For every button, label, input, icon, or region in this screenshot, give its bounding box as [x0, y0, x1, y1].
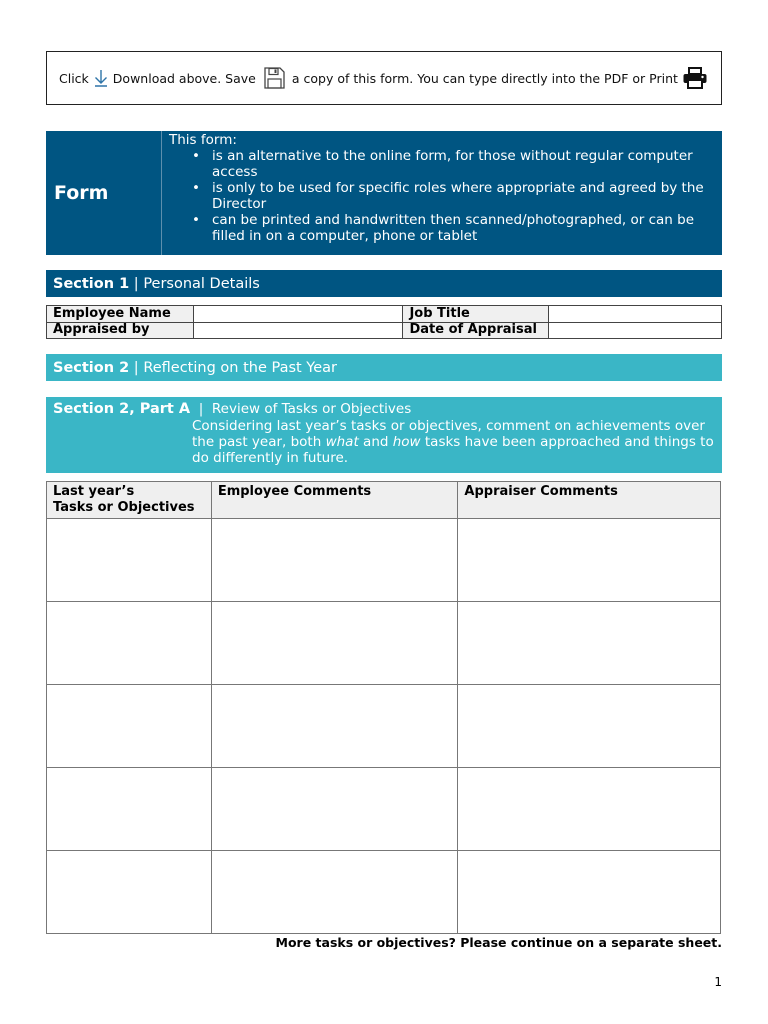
table-row [47, 851, 721, 934]
task-cell[interactable] [47, 685, 212, 768]
section-2-header [46, 354, 722, 381]
date-of-appraisal-label: Date of Appraisal [403, 322, 549, 339]
part-a-desc-text: tasks have been approached and things to do differently in future. [192, 434, 714, 466]
appraiser-comment-cell[interactable] [458, 519, 721, 602]
table-row [47, 519, 721, 602]
form-description [162, 131, 722, 255]
instructions-text-2: Download above. Save [112, 70, 256, 86]
appraiser-comment-cell[interactable] [458, 602, 721, 685]
save-icon [262, 66, 286, 90]
part-a-desc-emphasis: what [325, 434, 359, 450]
print-icon [682, 67, 708, 89]
form-bullets [169, 148, 716, 244]
form-bullet: • is only to be used for specific roles where appropriate and agreed by the Director [212, 180, 716, 212]
continuation-note: More tasks or objectives? Please continue on a separate sheet. [275, 935, 722, 950]
job-title-field[interactable] [549, 306, 722, 323]
section-divider: | [129, 275, 144, 292]
employee-comment-cell[interactable] [211, 768, 458, 851]
section-1-title: Personal Details [143, 275, 260, 292]
employee-comment-cell[interactable] [211, 851, 458, 934]
employee-comment-cell[interactable] [211, 519, 458, 602]
instructions-text-3: a copy of this form. You can type directly into the PDF or Print [291, 70, 678, 86]
job-title-label: Job Title [403, 306, 549, 323]
form-title: Form [46, 131, 162, 255]
employee-comment-cell[interactable] [211, 602, 458, 685]
date-of-appraisal-field[interactable] [549, 322, 722, 339]
personal-details-table [46, 305, 722, 339]
table-row [47, 602, 721, 685]
instructions-text-1: Click [59, 70, 89, 86]
form-bullet: • can be printed and handwritten then scanned/photographed, or can be filled in on a computer, phone or tablet [212, 212, 716, 244]
appraiser-comment-cell[interactable] [458, 768, 721, 851]
col-employee-comments-header: Employee Comments [211, 482, 458, 519]
section-2-number: Section 2 [53, 359, 130, 376]
col-tasks-header-line: Tasks or Objectives [53, 500, 195, 515]
col-tasks-header [47, 482, 212, 519]
part-a-number: Section 2, Part A [53, 401, 191, 417]
form-intro: This form: [169, 132, 237, 148]
part-a-header [46, 397, 722, 473]
col-appraiser-comments-header: Appraiser Comments [458, 482, 721, 519]
appraised-by-field[interactable] [193, 322, 403, 339]
instructions-box [46, 51, 722, 105]
form-bullet: • is an alternative to the online form, for those without regular computer access [212, 148, 716, 180]
section-2-title: Reflecting on the Past Year [143, 359, 338, 376]
appraiser-comment-cell[interactable] [458, 685, 721, 768]
table-header-row [47, 482, 721, 519]
section-1-header [46, 270, 722, 297]
employee-name-field[interactable] [193, 306, 403, 323]
task-cell[interactable] [47, 768, 212, 851]
part-a-desc-text: Considering last year’s tasks or objectives, comment on achievements over the past year, both [192, 418, 705, 450]
task-cell[interactable] [47, 851, 212, 934]
part-a-title: Review of Tasks or Objectives [211, 401, 412, 417]
employee-name-label: Employee Name [47, 306, 194, 323]
section-1-number: Section 1 [53, 275, 130, 292]
section-divider: | [194, 401, 208, 417]
part-a-description [53, 418, 715, 466]
table-row [47, 768, 721, 851]
appraiser-comment-cell[interactable] [458, 851, 721, 934]
appraised-by-label: Appraised by [47, 322, 194, 339]
part-a-desc-emphasis: how [392, 434, 421, 450]
part-a-desc-text: and [358, 434, 393, 450]
tasks-table [46, 481, 721, 934]
table-row [47, 322, 722, 339]
employee-comment-cell[interactable] [211, 685, 458, 768]
task-cell[interactable] [47, 602, 212, 685]
table-row [47, 685, 721, 768]
section-divider: | [129, 359, 144, 376]
col-tasks-header-line: Last year’s [53, 484, 135, 499]
table-row [47, 306, 722, 323]
task-cell[interactable] [47, 519, 212, 602]
page-number: 1 [714, 975, 722, 989]
download-icon [91, 68, 111, 88]
form-banner [46, 131, 722, 255]
